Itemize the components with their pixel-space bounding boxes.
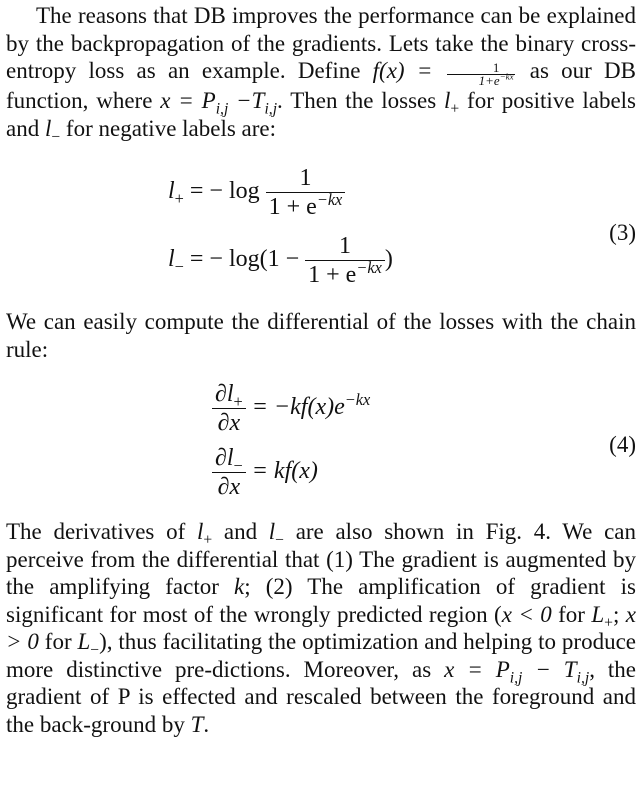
eq-lhs-sub: − [174, 256, 184, 276]
denominator-base: 1+e [478, 73, 500, 88]
paragraph-derivatives [6, 518, 636, 738]
denominator-exponent: −kx [316, 190, 343, 209]
text-segment: for negative labels are: [60, 115, 277, 141]
equation-number: (3) [609, 220, 636, 245]
fraction-numerator: 1 [447, 62, 516, 75]
eq-rhs: = kf(x) [251, 458, 318, 485]
partial-l: ∂l [215, 445, 234, 471]
text-segment: ), thus facilitating the optimization and helping to produce more distinctive pre-dictions. Moreover, as [6, 629, 636, 682]
math-minus-t: −T [228, 88, 265, 113]
denominator-base: 1 + e [268, 194, 317, 220]
text-segment: The derivatives of [6, 519, 197, 544]
text-segment: for [551, 601, 592, 627]
equation-number: (4) [609, 432, 636, 457]
math-k: k [234, 574, 245, 599]
math-l-minus: l [44, 115, 52, 141]
subscript-ij: i,j [509, 669, 523, 687]
fraction-numerator [212, 444, 246, 473]
equation-3-line-2 [168, 232, 393, 289]
eq-rhs: = −kf(x)e [251, 394, 345, 421]
fraction-denominator [447, 71, 516, 88]
text-segment: . Then the losses [277, 88, 445, 113]
denominator-base: 1 + e [308, 262, 357, 288]
subscript-ij: i,j [264, 100, 278, 118]
math-l-plus: l [444, 88, 451, 113]
fraction-denominator [266, 190, 346, 221]
subscript-plus: + [450, 100, 460, 118]
math-x-equals-p: x = P [160, 88, 216, 113]
subscript-minus: − [51, 128, 61, 146]
equation-4-line-1 [212, 380, 370, 437]
derivative-fraction [212, 444, 246, 501]
equation-4-line-2 [212, 444, 318, 501]
partial-l: ∂l [215, 381, 234, 407]
math-x-equals-p: x = P [444, 656, 510, 682]
text-segment: ; [612, 601, 626, 627]
equation-3-line-1 [168, 164, 345, 221]
math-x-greater-zero: x > 0 [6, 601, 636, 654]
closing-paren: ) [384, 246, 393, 273]
eq-lhs-sub: + [174, 188, 184, 208]
fraction-denominator: ∂x [217, 474, 241, 500]
text-segment: , the gradient of P is effected and rescaled between the foreground and the back-ground by [6, 656, 637, 737]
display-fraction [266, 164, 346, 221]
subscript-plus: + [233, 391, 243, 411]
math-f-of-x: f(x) = [372, 58, 433, 83]
fraction-denominator: ∂x [217, 410, 241, 436]
text-segment: for [38, 629, 78, 654]
math-L-minus: L [77, 629, 91, 654]
eq-operator: = − log [183, 178, 260, 205]
subscript-plus: + [203, 531, 213, 549]
denominator-exponent: −kx [499, 71, 514, 82]
paragraph-chain-rule: We can easily compute the differential of the losses with the chain rule: [6, 309, 636, 362]
text-segment: as our DB function, where [6, 58, 637, 113]
math-l-plus: l [196, 519, 204, 544]
math-l-minus: l [268, 519, 276, 544]
inline-fraction [447, 62, 516, 87]
subscript-minus: − [233, 455, 243, 475]
subscript-plus: + [604, 614, 613, 632]
math-T: T [190, 711, 204, 737]
display-fraction [305, 232, 385, 289]
text-segment: . [203, 711, 210, 737]
paragraph-intro [6, 2, 637, 146]
rhs-exponent: −kx [344, 390, 371, 410]
text-segment: and [212, 519, 269, 544]
math-L-plus: L [591, 601, 605, 627]
math-x-less-zero: x < 0 [501, 601, 552, 627]
math-minus-t: − T [522, 656, 577, 682]
eq-lhs-l: l [168, 246, 175, 273]
eq-operator: = − log(1 − [183, 246, 300, 273]
subscript-ij: i,j [576, 669, 590, 687]
derivative-fraction [212, 380, 246, 437]
fraction-denominator [305, 258, 385, 289]
fraction-numerator: 1 [266, 164, 346, 193]
text-segment: The reasons that DB improves the performance can be explained by the backpropagation of the gradients. Lets take the binary cross-entropy loss as an example. Define [6, 3, 636, 83]
subscript-minus: − [275, 531, 284, 549]
eq-lhs-l: l [168, 178, 175, 205]
text-segment: ; (2) The amplification of gradient is significant for most of the wrongly predicted region ( [6, 574, 636, 627]
denominator-exponent: −kx [356, 258, 382, 277]
fraction-numerator: 1 [305, 232, 385, 261]
text-segment: for positive labels and [6, 88, 637, 141]
text-segment: are also shown in Fig. 4. We can perceive from the differential that (1) The gradient is augmented by the amplifying factor [6, 519, 636, 599]
subscript-minus: − [90, 641, 100, 659]
subscript-ij: i,j [215, 100, 229, 118]
fraction-numerator [212, 380, 246, 409]
equation-3 [0, 164, 644, 304]
equation-4 [0, 380, 644, 510]
